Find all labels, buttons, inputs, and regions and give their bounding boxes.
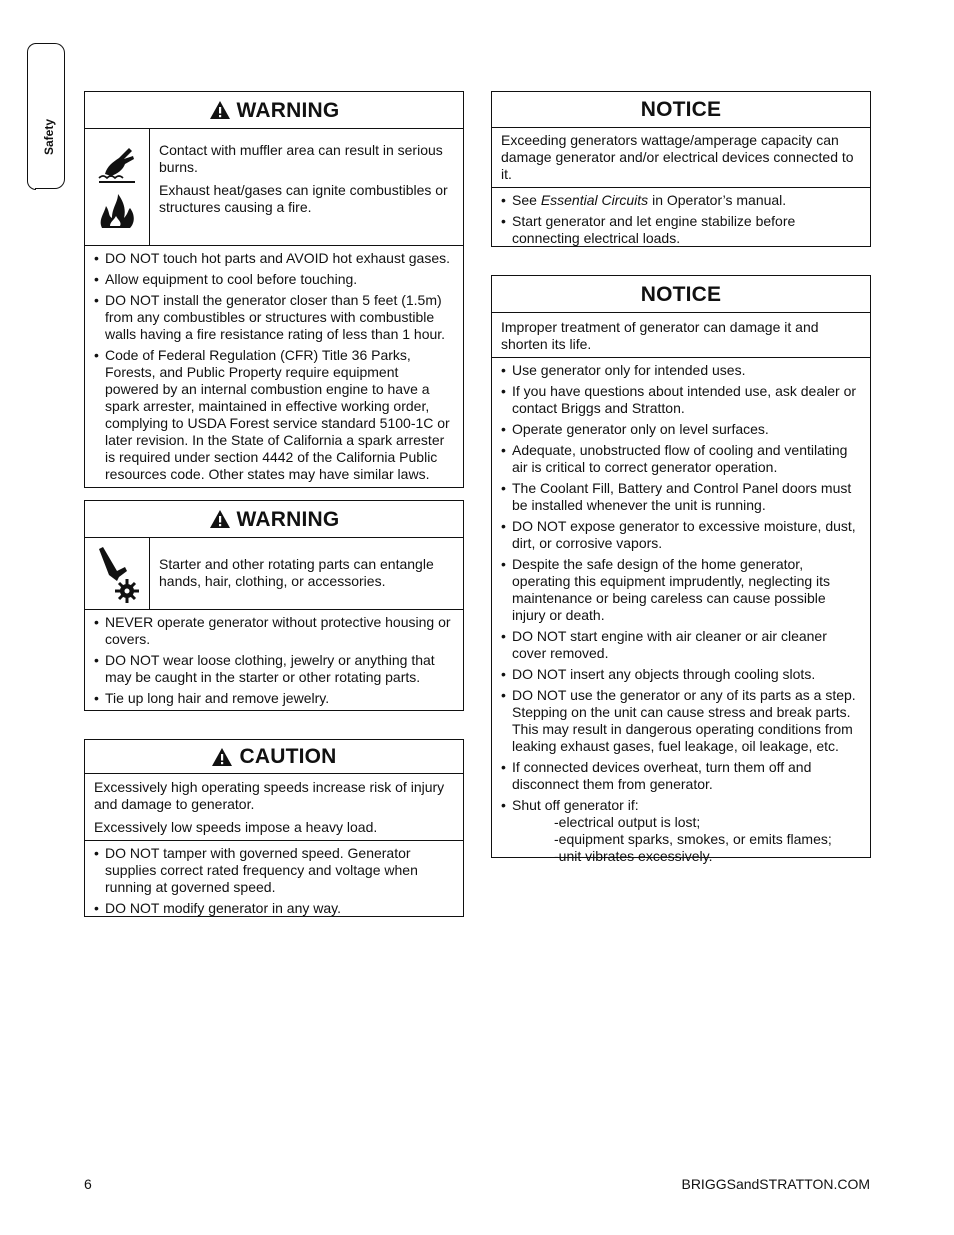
- list-item: • Use generator only for intended uses.: [501, 362, 862, 379]
- list-item: • Adequate, unobstructed flow of cooling and ventilating air is critical to correct generator operation.: [501, 442, 862, 476]
- notice-bullet-list: [492, 358, 870, 870]
- list-item: • If connected devices overheat, turn them off and disconnect them from generator.: [501, 759, 862, 793]
- intro-text: Excessively high operating speeds increase risk of injury and damage to generator.: [94, 779, 445, 812]
- intro-text: Excessively low speeds impose a heavy load.: [94, 819, 378, 835]
- list-item: • DO NOT insert any objects through cooling slots.: [501, 666, 862, 683]
- warning-entanglement-box: [84, 500, 464, 711]
- entanglement-hand-icon: [95, 545, 139, 603]
- warning-header: [85, 501, 463, 538]
- list-item: [501, 797, 862, 865]
- list-item: • DO NOT use the generator or any of its parts as a step. Stepping on the unit can cause stress and break parts. This may result in dangerous operating conditions from leaking exhaust gases, fuel leakage, oil leakage, etc.: [501, 687, 862, 755]
- warning-title: WARNING: [236, 507, 340, 531]
- list-item: • If you have questions about intended use, ask dealer or contact Briggs and Stratton.: [501, 383, 862, 417]
- shutoff-condition: -electrical output is lost;: [554, 814, 701, 830]
- notice-title: NOTICE: [640, 282, 722, 306]
- alert-triangle-icon: [211, 747, 233, 767]
- fire-icon: [96, 192, 138, 230]
- intro-text: Exhaust heat/gases can ignite combustibles or structures causing a fire.: [159, 182, 448, 215]
- alert-triangle-icon: [209, 100, 231, 120]
- notice-capacity-box: [491, 91, 871, 247]
- list-item: • DO NOT touch hot parts and AVOID hot exhaust gases.: [94, 250, 455, 267]
- shutoff-condition: -unit vibrates excessively.: [554, 848, 713, 864]
- list-item: • DO NOT wear loose clothing, jewelry or anything that may be caught in the starter or other rotating parts.: [94, 652, 455, 686]
- list-item: • DO NOT modify generator in any way.: [94, 900, 455, 917]
- shutoff-condition: -equipment sparks, smokes, or emits flames;: [554, 831, 832, 847]
- list-item: • DO NOT expose generator to excessive moisture, dust, dirt, or corrosive vapors.: [501, 518, 862, 552]
- list-item: • The Coolant Fill, Battery and Control Panel doors must be installed whenever the unit is running.: [501, 480, 862, 514]
- intro-text: Exceeding generators wattage/amperage capacity can damage generator and/or electrical devices connected to it.: [501, 132, 854, 182]
- list-item: • Operate generator only on level surfaces.: [501, 421, 862, 438]
- hot-surface-hand-icon: [97, 144, 137, 184]
- manual-reference-text: in Operator’s manual.: [648, 192, 787, 208]
- caution-header: [85, 740, 463, 774]
- notice-title: NOTICE: [640, 98, 722, 121]
- notice-intro: [492, 313, 870, 358]
- notice-header: [492, 276, 870, 313]
- list-item: [501, 192, 862, 209]
- caution-title: CAUTION: [239, 745, 337, 768]
- intro-text: Improper treatment of generator can damage it and shorten its life.: [501, 319, 819, 352]
- notice-bullet-list: [492, 188, 870, 252]
- alert-triangle-icon: [209, 509, 231, 529]
- list-item: • DO NOT tamper with governed speed. Generator supplies correct rated frequency and voltage when running at governed speed.: [94, 845, 455, 896]
- intro-text: Starter and other rotating parts can entangle hands, hair, clothing, or accessories.: [159, 556, 434, 589]
- notice-header: [492, 92, 870, 128]
- notice-intro: [492, 128, 870, 188]
- list-item: • NEVER operate generator without protective housing or covers.: [94, 614, 455, 648]
- website-url: BRIGGSandSTRATTON.COM: [681, 1176, 870, 1192]
- intro-text: Contact with muffler area can result in serious burns.: [159, 142, 443, 175]
- warning-intro: [150, 129, 463, 245]
- warning-bullet-list: [85, 610, 463, 712]
- list-item: • Tie up long hair and remove jewelry.: [94, 690, 455, 707]
- warning-header: [85, 92, 463, 129]
- warning-title: WARNING: [236, 98, 340, 122]
- section-tab: [35, 43, 65, 189]
- warning-icon-row: [85, 538, 463, 610]
- see-text: See: [512, 192, 541, 208]
- list-item: • Allow equipment to cool before touching.: [94, 271, 455, 288]
- list-item: • DO NOT install the generator closer than 5 feet (1.5m) from any combustibles or structures with combustible walls having a fire resistance rating of less than 1 hour.: [94, 292, 455, 343]
- essential-circuits-reference: Essential Circuits: [540, 192, 649, 208]
- list-item: • DO NOT start engine with air cleaner or air cleaner cover removed.: [501, 628, 862, 662]
- warning-intro: [150, 538, 463, 609]
- caution-intro: [85, 774, 463, 841]
- page-number: 6: [84, 1176, 92, 1192]
- warning-bullet-list: [85, 246, 463, 488]
- hazard-icon-cell: [85, 538, 150, 609]
- caution-speed-box: [84, 739, 464, 917]
- warning-icon-row: [85, 129, 463, 246]
- list-item: • Code of Federal Regulation (CFR) Title 36 Parks, Forests, and Public Property require equipment powered by an internal combustion engine to have a spark arrester, maintained in effective working order, complying to USDA Forest service standard 5100-1C or later revision. In the State of California a spark arrester is required under section 4442 of the California Public resources code. Other states may have similar laws.: [94, 347, 455, 483]
- hazard-icon-cell: [85, 129, 150, 245]
- section-tab-label: Safety: [42, 118, 56, 155]
- warning-burns-box: [84, 91, 464, 488]
- list-item: • Start generator and let engine stabilize before connecting electrical loads.: [501, 213, 862, 247]
- notice-treatment-box: [491, 275, 871, 864]
- shutoff-heading: • Shut off generator if:: [512, 797, 639, 813]
- caution-bullet-list: [85, 841, 463, 922]
- list-item: • Despite the safe design of the home generator, operating this equipment imprudently, neglecting its maintenance or being careless can cause possible injury or death.: [501, 556, 862, 624]
